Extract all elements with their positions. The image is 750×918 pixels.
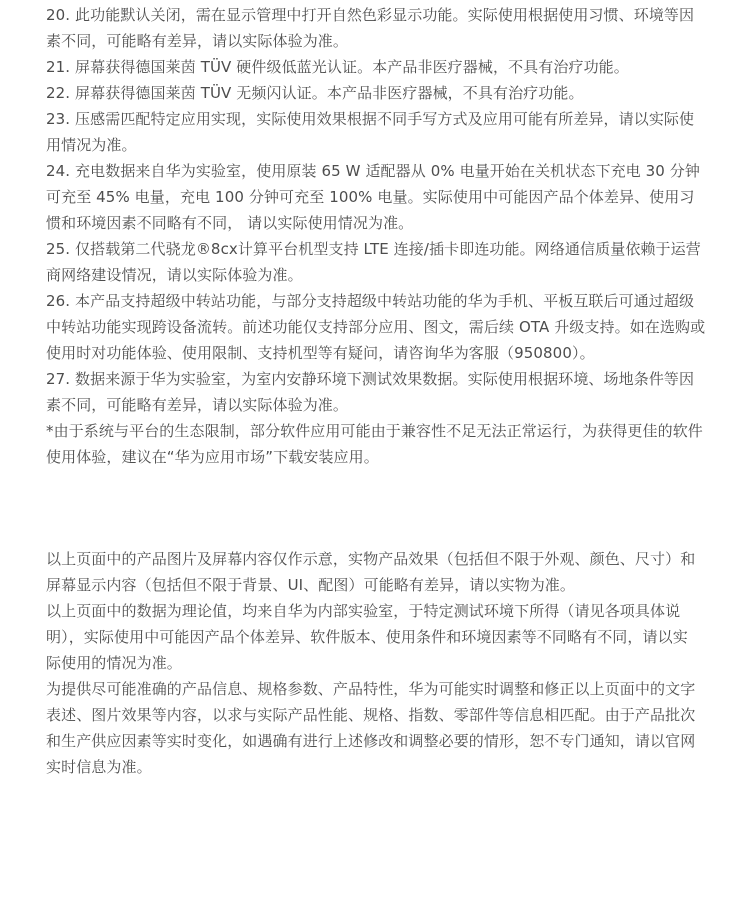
disclaimer-section <box>46 546 702 780</box>
footnotes-section <box>46 2 706 470</box>
disclaimer-data: 以上页面中的数据为理论值，均来自华为内部实验室，于特定测试环境下所得（请见各项具体说明），实际使用中可能因产品个体差异、软件版本、使用条件和环境因素等不同略有不同，请以实际使用的情况为准。 <box>46 602 688 672</box>
footnote-21: 21. 屏幕获得德国莱茵 TÜV 硬件级低蓝光认证。本产品非医疗器械，不具有治疗功能。 <box>46 58 629 76</box>
footnote-24: 24. 充电数据来自华为实验室，使用原装 65 W 适配器从 0% 电量开始在关机状态下充电 30 分钟可充至 45% 电量，充电 100 分钟可充至 100% 电量。实际使用中可能因产品个体差异、使用习惯和环境因素不同略有不同， 请以实际使用情况为准。 <box>46 162 701 232</box>
disclaimer-updates: 为提供尽可能准确的产品信息、规格参数、产品特性，华为可能实时调整和修正以上页面中的文字表述、图片效果等内容，以求与实际产品性能、规格、指数、零部件等信息相匹配。由于产品批次和生产供应因素等实时变化，如遇确有进行上述修改和调整必要的情形，恕不专门通知，请以官网实时信息为准。 <box>46 680 696 776</box>
disclaimer-images: 以上页面中的产品图片及屏幕内容仅作示意，实物产品效果（包括但不限于外观、颜色、尺寸）和屏幕显示内容（包括但不限于背景、UI、配图）可能略有差异，请以实物为准。 <box>46 550 696 594</box>
footnote-25: 25. 仅搭载第二代骁龙®8cx计算平台机型支持 LTE 连接/插卡即连功能。网络通信质量依赖于运营商网络建设情况，请以实际体验为准。 <box>46 240 701 284</box>
footnote-27: 27. 数据来源于华为实验室，为室内安静环境下测试效果数据。实际使用根据环境、场地条件等因素不同，可能略有差异，请以实际体验为准。 <box>46 370 695 414</box>
footnote-23: 23. 压感需匹配特定应用实现，实际使用效果根据不同手写方式及应用可能有所差异，请以实际使用情况为准。 <box>46 110 695 154</box>
footnote-22: 22. 屏幕获得德国莱茵 TÜV 无频闪认证。本产品非医疗器械，不具有治疗功能。 <box>46 84 584 102</box>
footnote-20: 20. 此功能默认关闭，需在显示管理中打开自然色彩显示功能。实际使用根据使用习惯、环境等因素不同，可能略有差异，请以实际体验为准。 <box>46 6 695 50</box>
footnote-compatibility: *由于系统与平台的生态限制，部分软件应用可能由于兼容性不足无法正常运行，为获得更佳的软件使用体验，建议在“华为应用市场”下载安装应用。 <box>46 422 703 466</box>
footnote-26: 26. 本产品支持超级中转站功能，与部分支持超级中转站功能的华为手机、平板互联后可通过超级中转站功能实现跨设备流转。前述功能仅支持部分应用、图文，需后续 OTA 升级支持。如在选购或使用时对功能体验、使用限制、支持机型等有疑问，请咨询华为客服（950800）。 <box>46 292 706 362</box>
